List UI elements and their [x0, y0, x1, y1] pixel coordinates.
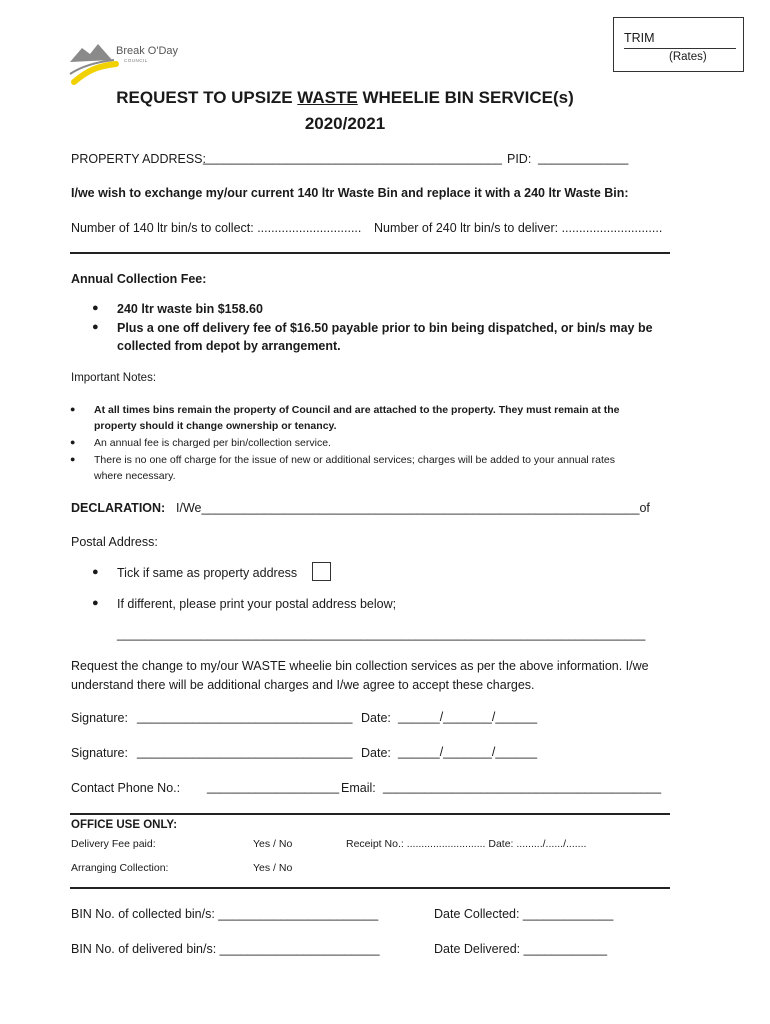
- bullet-icon: ●: [92, 566, 99, 578]
- different-address-label: If different, please print your postal address below;: [117, 597, 397, 611]
- delivery-fee-yes-no[interactable]: Yes / No: [253, 838, 293, 850]
- office-use-heading: OFFICE USE ONLY:: [71, 819, 178, 831]
- notes-heading: Important Notes:: [71, 372, 157, 384]
- signature-label-1: Signature:: [71, 711, 128, 725]
- declaration-label: DECLARATION:: [71, 501, 166, 515]
- note-annual-fee: An annual fee is charged per bin/collection service.: [94, 437, 331, 449]
- contact-phone-field[interactable]: ___________________: [207, 780, 340, 794]
- delivered-bin-field[interactable]: BIN No. of delivered bin/s: _______________________: [71, 942, 380, 956]
- logo-name: Break O'Day: [116, 45, 179, 57]
- note-no-charge: There is no one off charge for the issue of new or additional services; charges will be added to your annual rates: [94, 454, 616, 466]
- date-collected-field[interactable]: Date Collected: _____________: [434, 907, 614, 921]
- tick-same-label: Tick if same as property address: [117, 566, 298, 580]
- note-property-cont: property should it change ownership or tenancy.: [94, 420, 337, 432]
- receipt-field[interactable]: Receipt No.: ........................... Date: ........./....../.......: [346, 838, 587, 850]
- fee-item-delivery: Plus a one off delivery fee of $16.50 payable prior to bin being dispatched, or bin/s may be: [117, 321, 653, 335]
- request-statement: Request the change to my/our WASTE wheelie bin collection services as per the above information. I/we: [71, 659, 649, 673]
- contact-phone-label: Contact Phone No.:: [71, 781, 181, 795]
- fee-item-delivery-cont: collected from depot by arrangement.: [117, 339, 341, 353]
- date-field-1[interactable]: ______/_______/______: [398, 710, 538, 724]
- arranging-collection-label: Arranging Collection:: [71, 862, 169, 874]
- logo-subtitle: COUNCIL: [124, 58, 148, 63]
- same-address-checkbox[interactable]: [312, 562, 331, 581]
- collected-bin-field[interactable]: BIN No. of collected bin/s: _______________________: [71, 907, 379, 921]
- fee-item-bin: 240 ltr waste bin $158.60: [117, 302, 263, 316]
- signature-field-1[interactable]: _______________________________: [137, 710, 353, 724]
- page-title: [0, 88, 690, 108]
- signature-field-2[interactable]: _______________________________: [137, 745, 353, 759]
- trim-label: TRIM: [624, 31, 655, 45]
- section-divider: [70, 252, 670, 254]
- signature-label-2: Signature:: [71, 746, 128, 760]
- trim-divider: [624, 48, 736, 49]
- bullet-icon: ●: [70, 437, 76, 447]
- date-field-2[interactable]: ______/_______/______: [398, 745, 538, 759]
- email-label: Email:: [341, 781, 376, 795]
- bullet-icon: ●: [92, 302, 99, 314]
- title-prefix: REQUEST TO UPSIZE: [116, 88, 298, 107]
- email-field[interactable]: ________________________________________: [383, 780, 662, 794]
- bullet-icon: ●: [70, 454, 76, 464]
- request-statement-cont: understand there will be additional charges and I/we agree to accept these charges.: [71, 678, 535, 692]
- note-no-charge-cont: where necessary.: [94, 470, 176, 482]
- office-divider: [70, 813, 670, 815]
- note-property: At all times bins remain the property of Council and are attached to the property. They must remain at the: [94, 404, 620, 416]
- property-address-field[interactable]: ___________________________________________: [203, 151, 502, 165]
- declaration-name-field[interactable]: I/We_______________________________________________________________of: [176, 501, 650, 515]
- fee-heading: Annual Collection Fee:: [71, 272, 207, 286]
- title-waste: WASTE: [297, 88, 358, 107]
- postal-address-label: Postal Address:: [71, 535, 158, 549]
- exchange-statement: I/we wish to exchange my/our current 140 ltr Waste Bin and replace it with a 240 ltr Waste Bin:: [71, 186, 629, 200]
- delivery-fee-paid-label: Delivery Fee paid:: [71, 838, 156, 850]
- bullet-icon: ●: [70, 404, 76, 414]
- deliver-count-field[interactable]: Number of 240 ltr bin/s to deliver: .............................: [374, 221, 663, 235]
- pid-label: PID:: [507, 152, 532, 166]
- bins-divider: [70, 887, 670, 889]
- date-label-2: Date:: [361, 746, 391, 760]
- bullet-icon: ●: [92, 321, 99, 333]
- page-year: 2020/2021: [304, 114, 386, 133]
- property-address-label: PROPERTY ADDRESS:: [71, 152, 206, 166]
- title-suffix: WHEELIE BIN SERVICE(s): [357, 88, 574, 107]
- date-delivered-field[interactable]: Date Delivered: ____________: [434, 942, 608, 956]
- pid-field[interactable]: _____________: [538, 151, 629, 165]
- trim-box: [613, 17, 744, 72]
- bullet-icon: ●: [92, 597, 99, 609]
- trim-rates: (Rates): [669, 51, 707, 63]
- arranging-yes-no[interactable]: Yes / No: [253, 862, 293, 874]
- postal-address-field[interactable]: ____________________________________________________________________________: [117, 627, 646, 641]
- collect-count-field[interactable]: Number of 140 ltr bin/s to collect: ..............................: [71, 221, 362, 235]
- date-label-1: Date:: [361, 711, 391, 725]
